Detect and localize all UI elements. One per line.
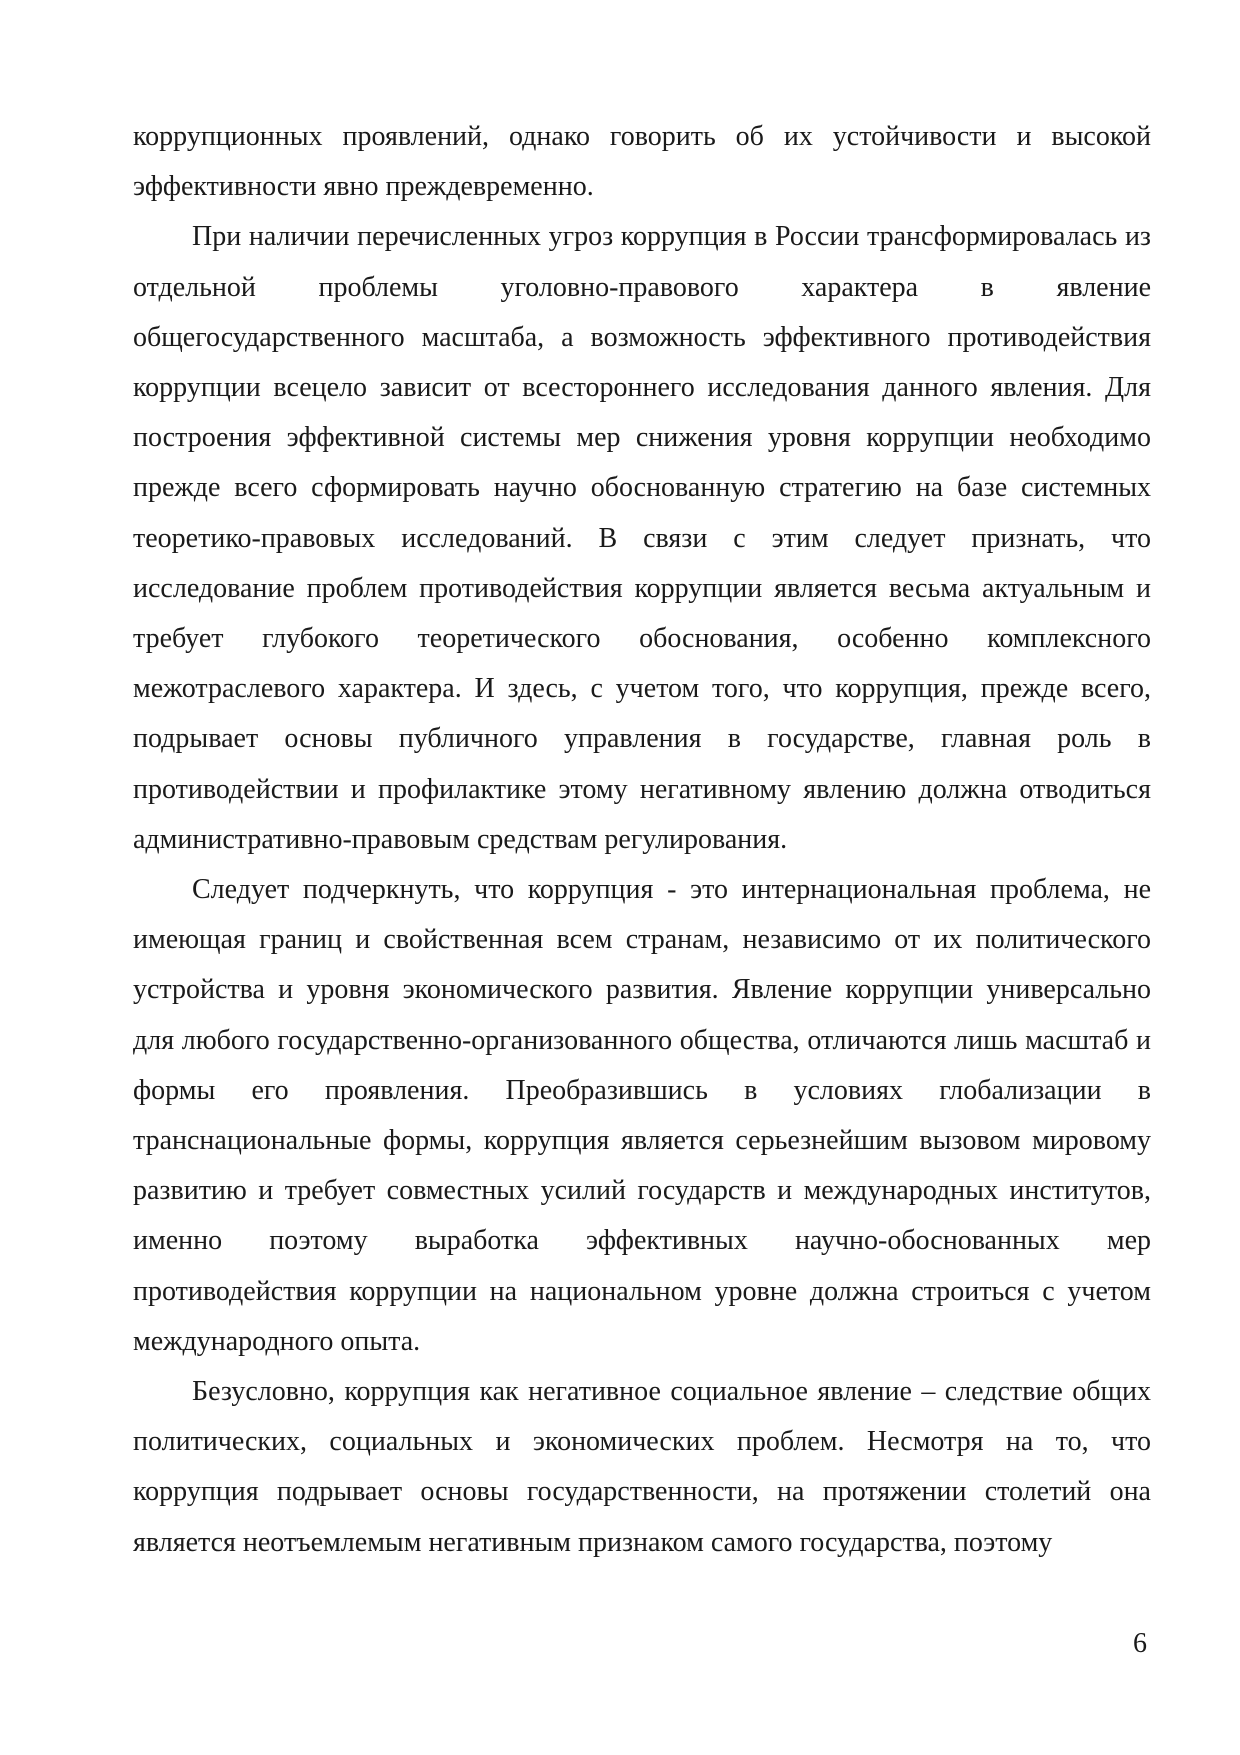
paragraph-continuation: коррупционных проявлений, однако говорить об их устойчивости и высокой эффективности явно преждевременно. — [133, 121, 1151, 203]
paragraph-social-phenomenon: Безусловно, коррупция как негативное социальное явление – следствие общих политических, социальных и экономических проблем. Несмотря на то, что коррупция подрывает основы государственности, на протяжении столетий она является неотъемлемым негативным признаком самого государства, поэтому — [133, 1376, 1151, 1558]
paragraph-international: Следует подчеркнуть, что коррупция - это интернациональная проблема, не имеющая границ и свойственная всем странам, независимо от их политического устройства и уровня экономического развития. Явление коррупции универсально для любого государственно-организованного общества, отличаются лишь масштаб и формы его проявления. Преобразившись в условиях глобализации в транснациональные формы, коррупция является серьезнейшим вызовом мировому развитию и требует совместных усилий государств и международных институтов, именно поэтому выработка эффективных научно-обоснованных мер противодействия коррупции на национальном уровне должна строиться с учетом международного опыта. — [133, 874, 1151, 1357]
body-text — [133, 112, 1151, 1568]
page-number: 6 — [1133, 1628, 1147, 1659]
paragraph-threats: При наличии перечисленных угроз коррупция в России трансформировалась из отдельной проблемы уголовно-правового характера в явление общегосударственного масштаба, а возможность эффективного противодействия коррупции всецело зависит от всестороннего исследования данного явления. Для построения эффективной системы мер снижения уровня коррупции необходимо прежде всего сформировать научно обоснованную стратегию на базе системных теоретико-правовых исследований. В связи с этим следует признать, что исследование проблем противодействия коррупции является весьма актуальным и требует глубокого теоретического обоснования, особенно комплексного межотраслевого характера. И здесь, с учетом того, что коррупция, прежде всего, подрывает основы публичного управления в государстве, главная роль в противодействии и профилактике этому негативному явлению должна отводиться административно-правовым средствам регулирования. — [133, 221, 1151, 855]
